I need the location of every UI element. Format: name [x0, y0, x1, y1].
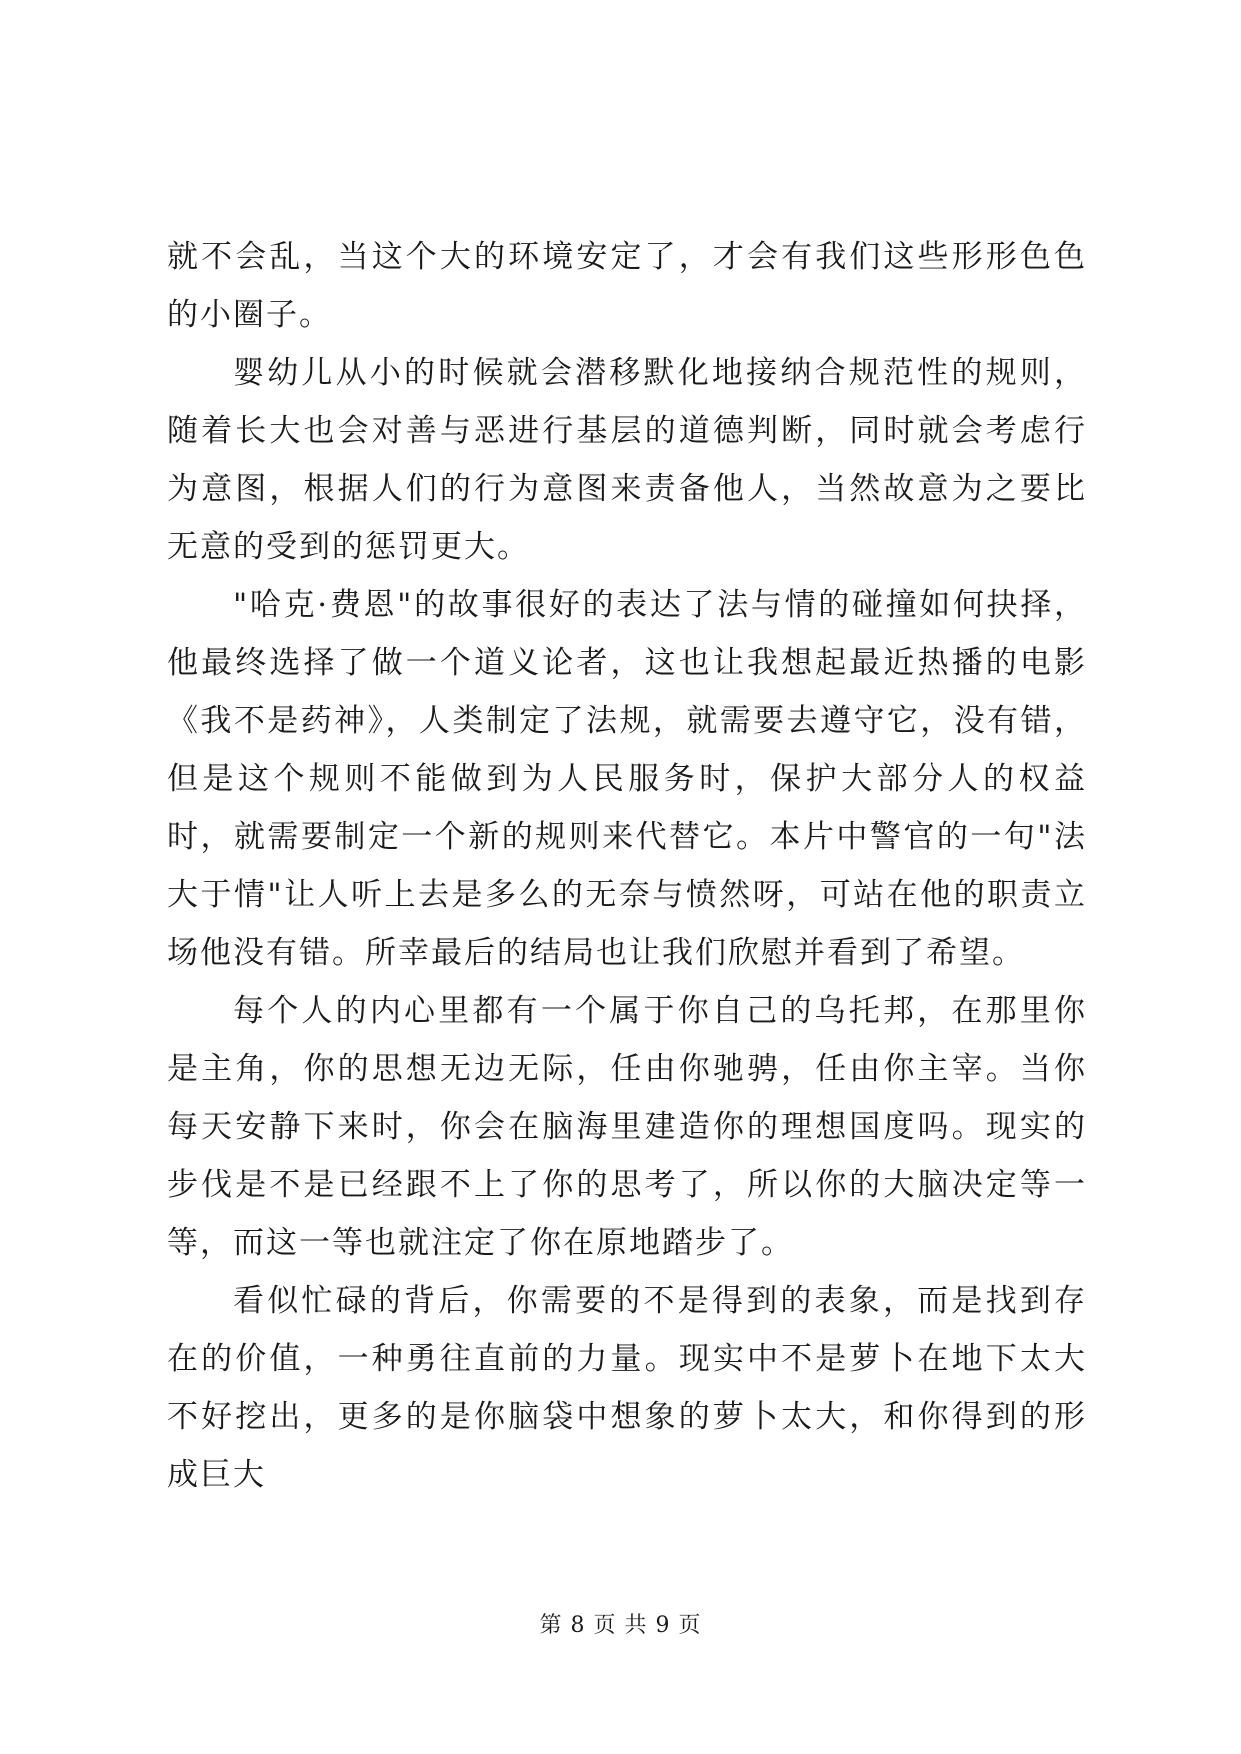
paragraph-continuation: 就不会乱，当这个大的环境安定了，才会有我们这些形形色色的小圈子。 [167, 239, 1087, 333]
paragraph: 每个人的内心里都有一个属于你自己的乌托邦，在那里你是主角，你的思想无边无际，任由你驰骋，任由你主宰。当你每天安静下来时，你会在脑海里建造你的理想国度吗。现实的步伐是不是已经跟不上了你的思考了，所以你的大脑决定等一等，而这一等也就注定了你在原地踏步了。 [167, 993, 1087, 1261]
paragraph: 看似忙碌的背后，你需要的不是得到的表象，而是找到存在的价值，一种勇往直前的力量。现实中不是萝卜在地下太大不好挖出，更多的是你脑袋中想象的萝卜太大，和你得到的形成巨大 [167, 1283, 1087, 1493]
page-number-footer: 第 8 页 共 9 页 [539, 1613, 702, 1638]
document-body [167, 228, 1087, 1504]
paragraph: "哈克·费恩"的故事很好的表达了法与情的碰撞如何抉择，他最终选择了做一个道义论者，这也让我想起最近热播的电影《我不是药神》，人类制定了法规，就需要去遵守它，没有错，但是这个规则不能做到为人民服务时，保护大部分人的权益时，就需要制定一个新的规则来代替它。本片中警官的一句"法大于情"让人听上去是多么的无奈与愤然呀，可站在他的职责立场他没有错。所幸最后的结局也让我们欣慰并看到了希望。 [167, 587, 1087, 971]
paragraph: 婴幼儿从小的时候就会潜移默化地接纳合规范性的规则，随着长大也会对善与恶进行基层的道德判断，同时就会考虑行为意图，根据人们的行为意图来责备他人，当然故意为之要比无意的受到的惩罚更大。 [167, 355, 1087, 565]
